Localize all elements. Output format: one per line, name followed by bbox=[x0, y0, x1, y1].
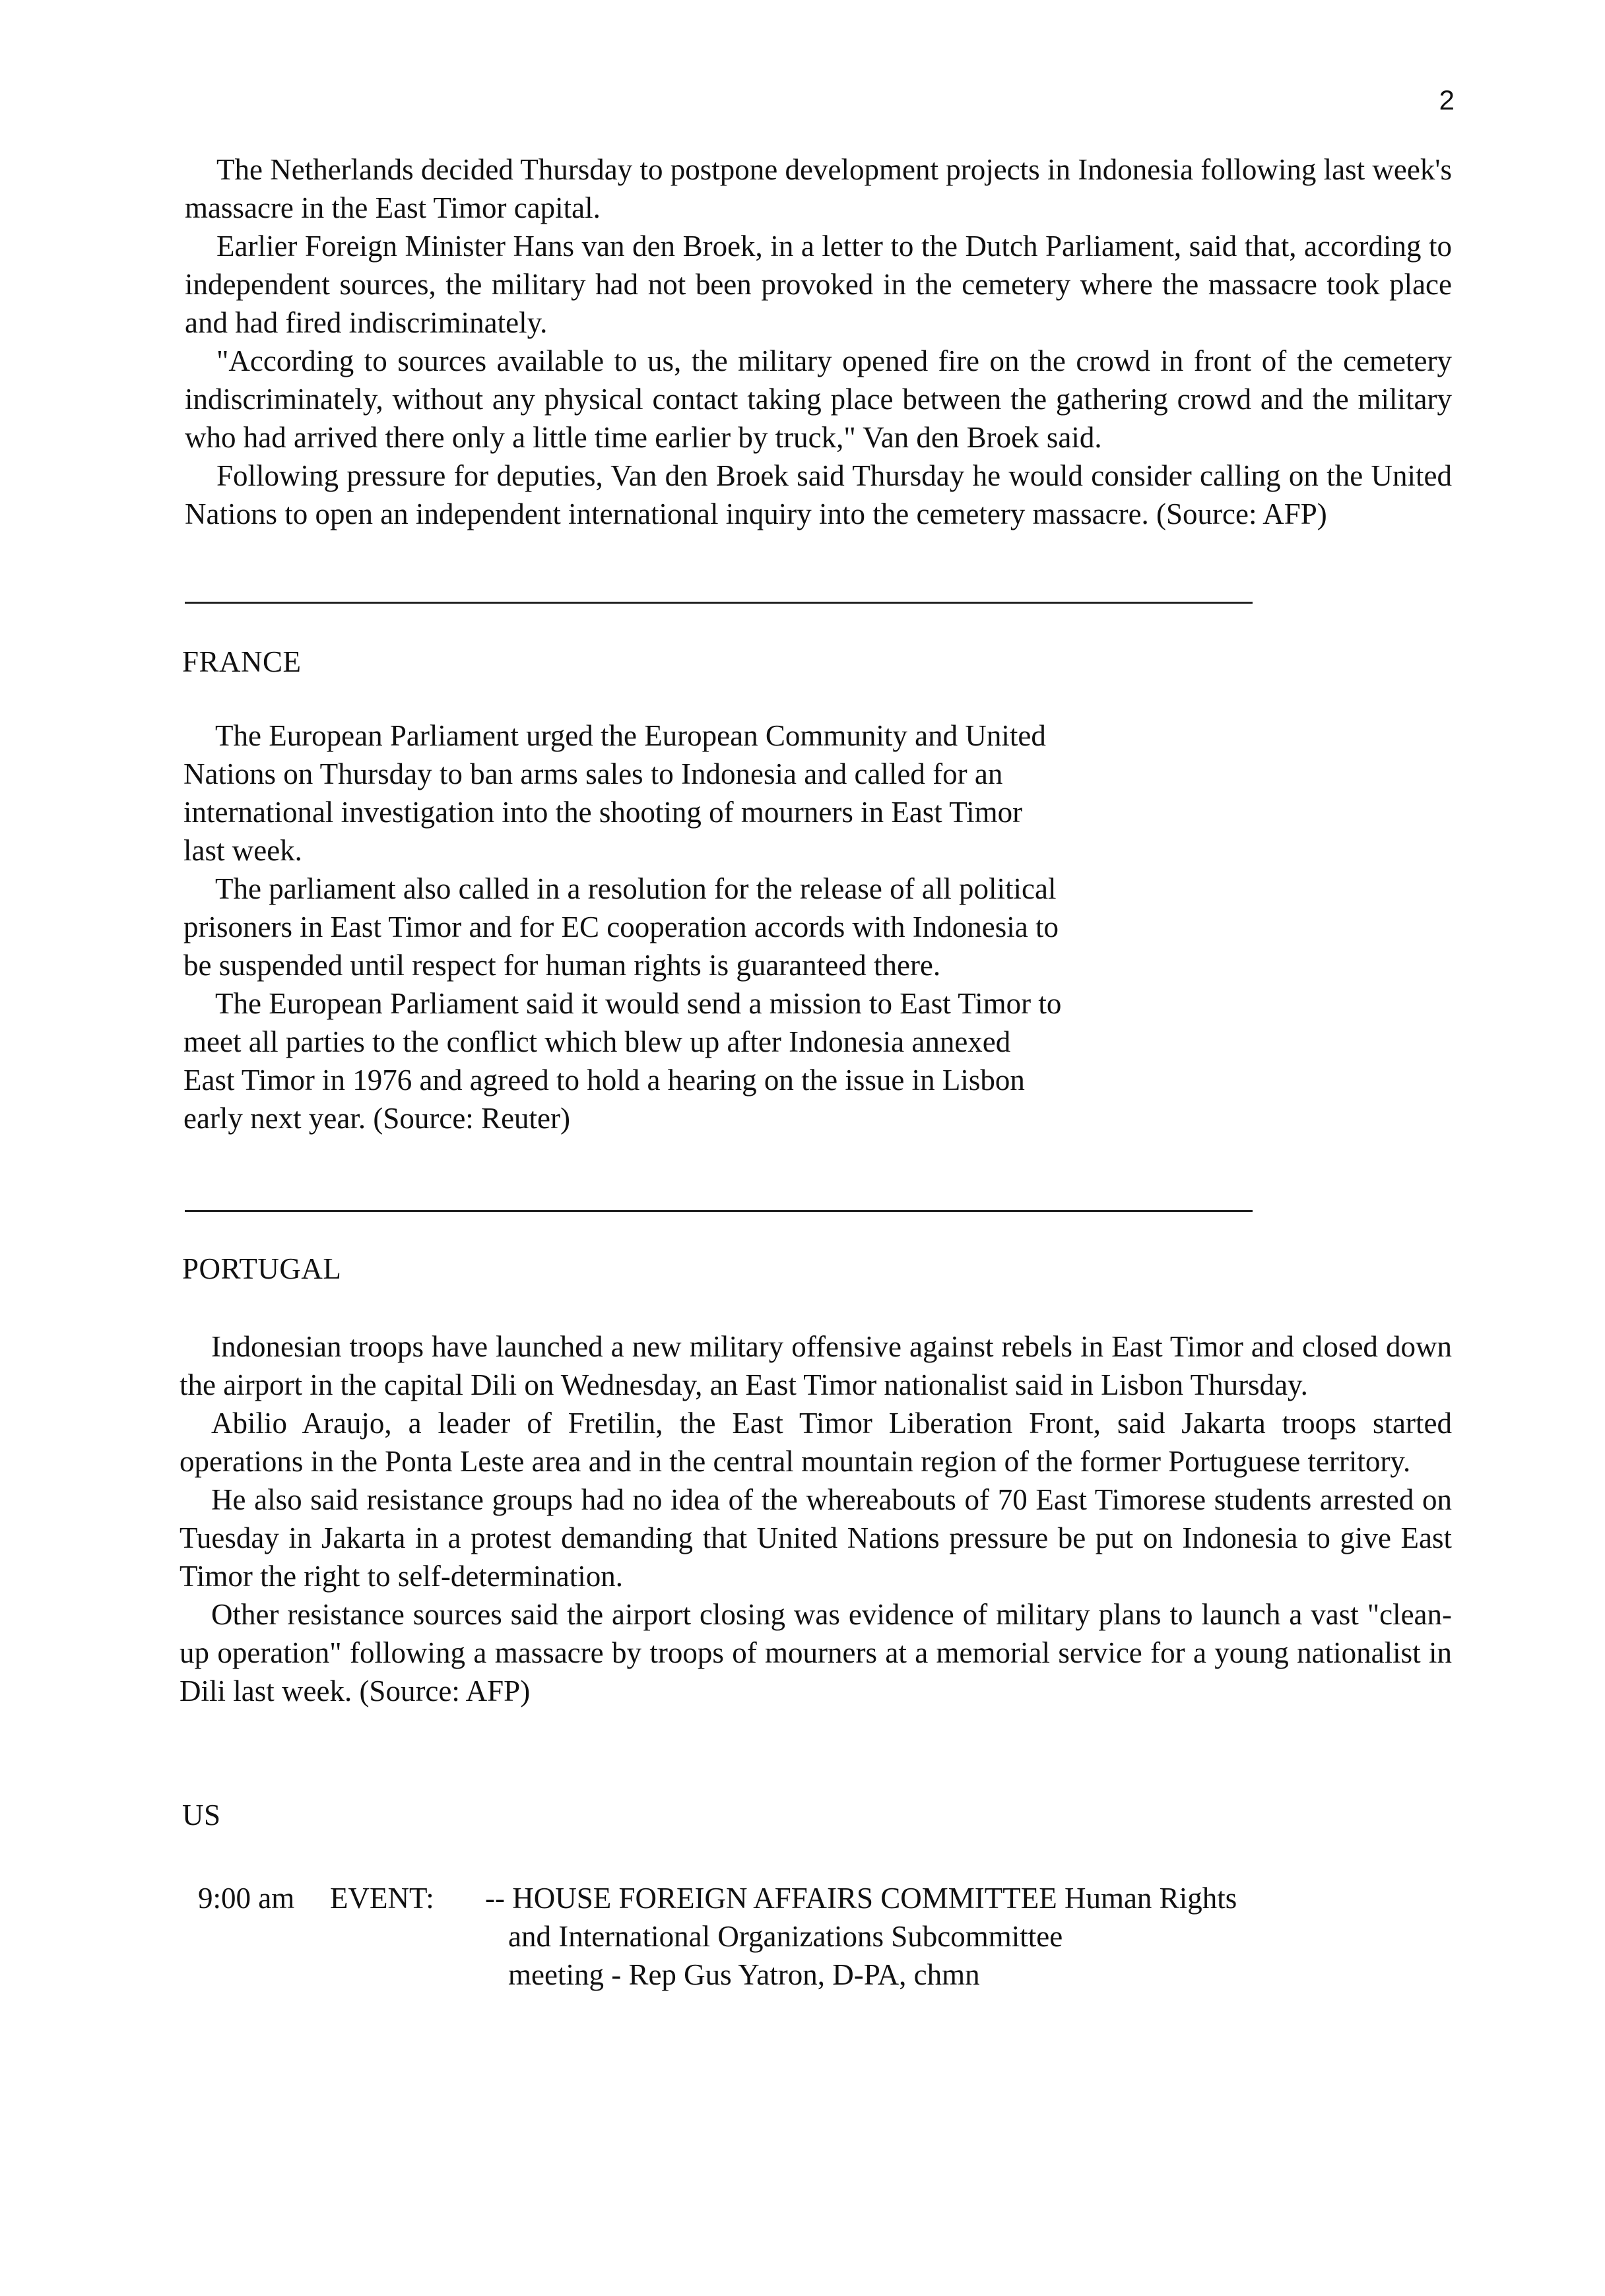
event-line: and International Organizations Subcommittee bbox=[508, 1920, 1063, 1953]
section-divider bbox=[185, 1210, 1253, 1212]
paragraph: "According to sources available to us, the military opened fire on the crowd in front of the cemetery indiscriminately, without any physical contact taking place between the gathering crowd and the military who had arrived there only a little time earlier by truck," Van den Broek said. bbox=[185, 344, 1452, 454]
section-heading-france: FRANCE bbox=[182, 645, 302, 678]
paragraph: The European Parliament said it would send a mission to East Timor to meet all parties to the conflict which blew up after Indonesia annexed East Timor in 1976 and agreed to hold a hearing on the issue in Lisbon early next year. (Source: Reuter) bbox=[183, 987, 1062, 1135]
page-number: 2 bbox=[1439, 84, 1455, 115]
section-heading-us: US bbox=[182, 1799, 221, 1832]
event-line: -- HOUSE FOREIGN AFFAIRS COMMITTEE Human Rights bbox=[485, 1882, 1237, 1915]
france-section bbox=[183, 717, 1068, 1137]
paragraph: Other resistance sources said the airport closing was evidence of military plans to launch a vast "clean-up operation" following a massacre by troops of mourners at a memorial service for a young nationalist in Dili last week. (Source: AFP) bbox=[180, 1598, 1452, 1707]
paragraph: Earlier Foreign Minister Hans van den Broek, in a letter to the Dutch Parliament, said that, according to independent sources, the military had not been provoked in the cemetery where the massacre took place and had fired indiscriminately. bbox=[185, 230, 1452, 339]
paragraph: Indonesian troops have launched a new military offensive against rebels in East Timor and closed down the airport in the capital Dili on Wednesday, an East Timor nationalist said in Lisbon Thursday. bbox=[180, 1330, 1452, 1401]
paragraph: The parliament also called in a resolution for the release of all political prisoners in East Timor and for EC cooperation accords with Indonesia to be suspended until respect for human rights is guaranteed there. bbox=[183, 872, 1059, 982]
section-heading-portugal: PORTUGAL bbox=[182, 1252, 342, 1285]
paragraph: The Netherlands decided Thursday to postpone development projects in Indonesia following last week's massacre in the East Timor capital. bbox=[185, 153, 1452, 224]
netherlands-section bbox=[185, 150, 1452, 533]
paragraph: The European Parliament urged the European Community and United Nations on Thursday to ban arms sales to Indonesia and called for an international investigation into the shooting of mourners in East Timor last week. bbox=[183, 719, 1046, 867]
us-event-listing bbox=[198, 1879, 1452, 1994]
event-description bbox=[485, 1879, 1237, 1994]
event-time: 9:00 am bbox=[198, 1882, 295, 1915]
paragraph: Following pressure for deputies, Van den Broek said Thursday he would consider calling on the United Nations to open an independent international inquiry into the cemetery massacre. (Source: AFP) bbox=[185, 459, 1452, 530]
paragraph: Abilio Araujo, a leader of Fretilin, the East Timor Liberation Front, said Jakarta troops started operations in the Ponta Leste area and in the central mountain region of the former Portuguese territory. bbox=[180, 1407, 1452, 1478]
section-divider bbox=[185, 602, 1253, 604]
paragraph: He also said resistance groups had no idea of the whereabouts of 70 East Timorese students arrested on Tuesday in Jakarta in a protest demanding that United Nations pressure be put on Indonesia to give East Timor the right to self-determination. bbox=[180, 1483, 1452, 1593]
event-line: meeting - Rep Gus Yatron, D-PA, chmn bbox=[508, 1958, 980, 1991]
event-label: EVENT: bbox=[330, 1882, 434, 1915]
portugal-section bbox=[180, 1327, 1452, 1710]
